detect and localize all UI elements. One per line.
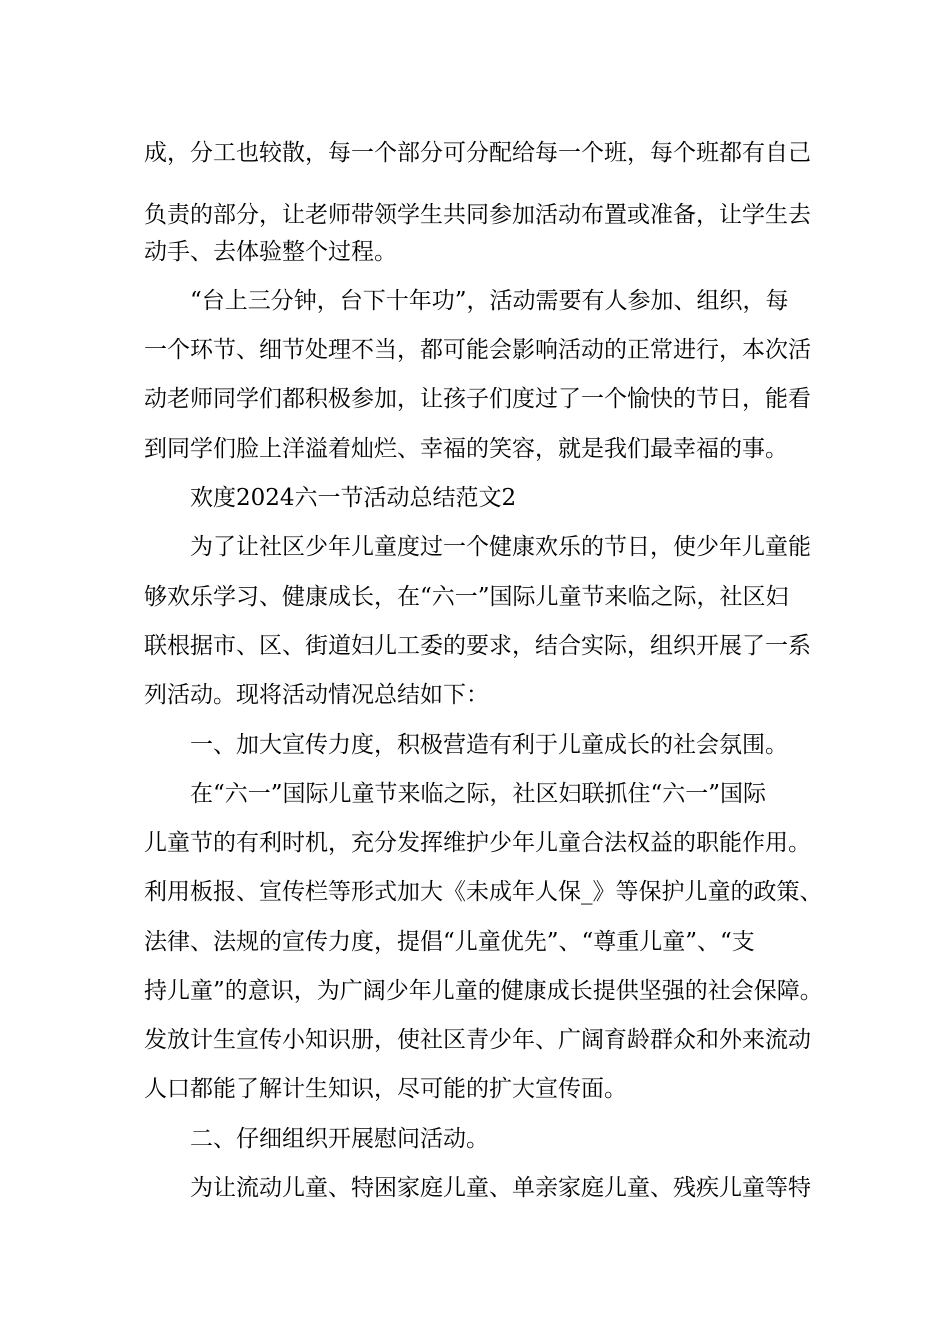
text-line: 持儿童”的意识，为广阔少年儿童的健康成长提供坚强的社会保障。: [144, 978, 823, 1004]
text-line: 列活动。现将活动情况总结如下：: [144, 682, 489, 708]
text-line: 动手、去体验整个过程。: [144, 239, 397, 265]
text-line: “台上三分钟，台下十年功”，活动需要有人参加、组织，每: [190, 288, 789, 314]
text-line: 到同学们脸上洋溢着灿烂、幸福的笑容，就是我们最幸福的事。: [144, 436, 788, 462]
text-line: 儿童节的有利时机，充分发挥维护少年儿童合法权益的职能作用。: [144, 830, 811, 856]
text-line: 一个环节、细节处理不当，都可能会影响活动的正常进行，本次活: [144, 337, 811, 363]
text-line: 人口都能了解计生知识，尽可能的扩大宣传面。: [144, 1076, 627, 1102]
section-heading: 一、加大宣传力度，积极营造有利于儿童成长的社会氛围。: [190, 732, 788, 758]
text-line: 联根据市、区、街道妇儿工委的要求，结合实际，组织开展了一系: [144, 633, 811, 659]
text-line: 法律、法规的宣传力度，提倡“儿童优先”、“尊重儿童”、“支: [144, 929, 755, 955]
text-line: 利用板报、宣传栏等形式加大《未成年人保_》等保护儿童的政策、: [144, 879, 823, 905]
text-line: 在“六一”国际儿童节来临之际，社区妇联抓住“六一”国际: [190, 781, 767, 807]
text-line: 动老师同学们都积极参加，让孩子们度过了一个愉快的节日，能看: [144, 386, 811, 412]
text-line: 够欢乐学习、健康成长，在“六一”国际儿童节来临之际，社区妇: [144, 584, 789, 610]
text-line: 发放计生宣传小知识册，使社区青少年、广阔育龄群众和外来流动: [144, 1027, 811, 1053]
text-line: 为了让社区少年儿童度过一个健康欢乐的节日，使少年儿童能: [190, 534, 811, 560]
text-line: 成，分工也较散，每一个部分可分配给每一个班，每个班都有自己: [144, 140, 811, 166]
text-line: 负责的部分，让老师带领学生共同参加活动布置或准备，让学生去: [144, 202, 811, 228]
document-heading: 欢度2024六一节活动总结范文2: [190, 485, 517, 511]
section-heading: 二、仔细组织开展慰问活动。: [190, 1126, 489, 1152]
text-line: 为让流动儿童、特困家庭儿童、单亲家庭儿童、残疾儿童等特: [190, 1175, 811, 1201]
